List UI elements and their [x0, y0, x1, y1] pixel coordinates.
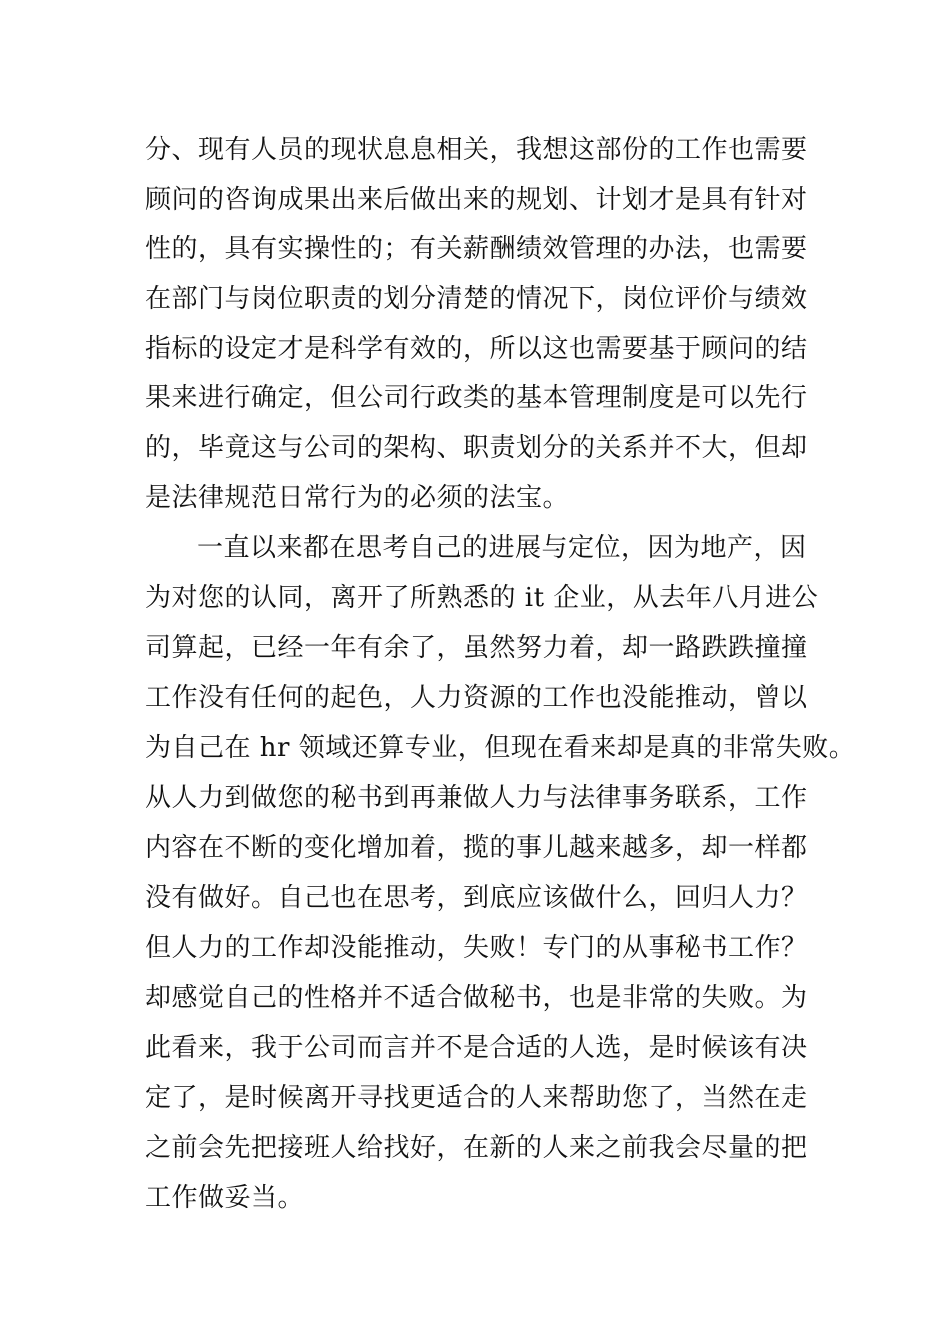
text-line: 之前会先把接班人给找好，在新的人来之前我会尽量的把	[145, 1133, 808, 1163]
text-line: 内容在不断的变化增加着，揽的事儿越来越多，却一样都	[145, 833, 808, 863]
text-line: 定了，是时候离开寻找更适合的人来帮助您了，当然在走	[145, 1083, 808, 1113]
text-line: 果来进行确定，但公司行政类的基本管理制度是可以先行	[145, 383, 808, 413]
text-line: 此看来，我于公司而言并不是合适的人选，是时候该有决	[145, 1033, 808, 1063]
text-line: 在部门与岗位职责的划分清楚的情况下，岗位评价与绩效	[145, 284, 808, 314]
text-line: 没有做好。自己也在思考，到底应该做什么，回归人力？	[145, 883, 808, 913]
text-line: 性的，具有实操性的；有关薪酬绩效管理的办法，也需要	[145, 234, 808, 264]
text-line: 但人力的工作却没能推动，失败！专门的从事秘书工作？	[145, 933, 808, 963]
text-line: 一直以来都在思考自己的进展与定位，因为地产，因	[197, 533, 807, 563]
text-line: 顾问的咨询成果出来后做出来的规划、计划才是具有针对	[145, 185, 808, 215]
text-line: 为自己在 hr 领域还算专业，但现在看来却是真的非常失败。	[145, 733, 856, 763]
text-line: 是法律规范日常行为的必须的法宝。	[145, 483, 570, 513]
text-line: 为对您的认同，离开了所熟悉的 it 企业，从去年八月进公	[145, 583, 819, 613]
text-line: 分、现有人员的现状息息相关，我想这部份的工作也需要	[145, 135, 808, 165]
text-line: 却感觉自己的性格并不适合做秘书，也是非常的失败。为	[145, 983, 808, 1013]
text-line: 工作没有任何的起色，人力资源的工作也没能推动，曾以	[145, 683, 808, 713]
text-line: 司算起，已经一年有余了，虽然努力着，却一路跌跌撞撞	[145, 633, 808, 663]
text-line: 的，毕竟这与公司的架构、职责划分的关系并不大，但却	[145, 433, 808, 463]
text-line: 从人力到做您的秘书到再兼做人力与法律事务联系，工作	[145, 783, 808, 813]
text-line: 指标的设定才是科学有效的，所以这也需要基于顾问的结	[145, 334, 808, 364]
text-line: 工作做妥当。	[145, 1183, 305, 1213]
